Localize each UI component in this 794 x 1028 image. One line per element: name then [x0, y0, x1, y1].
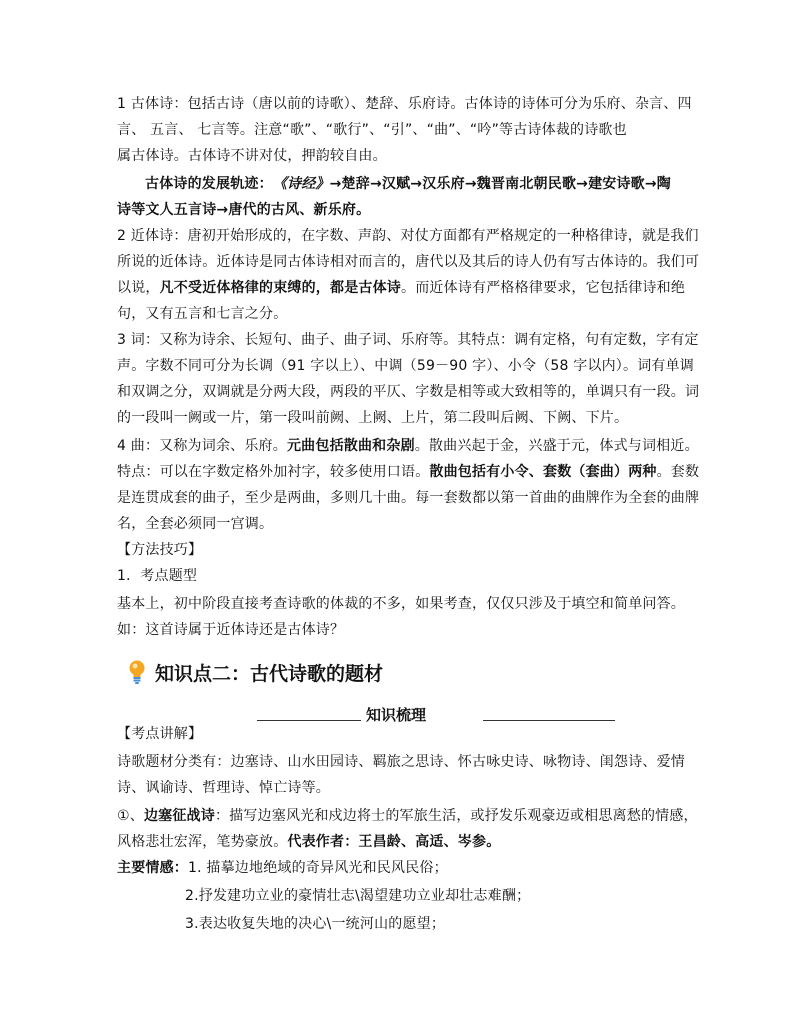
divider-left	[257, 720, 361, 721]
text-span: ：描写边塞风光和戍边将士的军旅生活，或抒发乐观豪迈或相思离愁的情感，	[214, 808, 698, 824]
emphasis-text: 散曲包括有小令、套数（套曲）两种	[429, 464, 657, 480]
paragraph-line: 基本上，初中阶段直接考查诗歌的体裁的不多，如果考查，仅仅只涉及于填空和简单问答。	[117, 596, 685, 612]
text-span: 。套数	[656, 464, 700, 480]
text-span: ①、	[117, 808, 144, 824]
paragraph-line: 声。字数不同可分为长调（91 字以上）、中调（59－90 字）、小令（58 字以内）。词有单调	[117, 358, 695, 374]
development-trajectory-cont: 诗等文人五言诗→唐代的古风、新乐府。	[117, 202, 371, 218]
paragraph-line: 所说的近体诗。近体诗是同古体诗相对而言的，唐代以及其后的诗人仍有写古体诗的。我们可	[117, 254, 700, 270]
paragraph-line	[117, 462, 699, 482]
emphasis-text: 边塞征战诗	[143, 808, 215, 824]
paragraph-line: 属古体诗。古体诗不讲对仗，押韵较自由。	[117, 148, 387, 164]
paragraph-line: 和双调之分，双调就是分两大段，两段的平仄、字数是相等或大致相等的，单调只有一段。词	[117, 384, 700, 400]
paragraph-line: 2 近体诗：唐初开始形成的，在字数、声韵、对仗方面都有严格规定的一种格律诗，就是我们	[117, 228, 699, 244]
trajectory-chain: →楚辞→汉赋→汉乐府→魏晋南北朝民歌→建安诗歌→陶	[329, 176, 672, 192]
paragraph-line: 是连贯成套的曲子，至少是两曲，多则几十曲。每一套数都以第一首曲的曲牌作为全套的曲牌	[117, 490, 700, 506]
paragraph-line	[117, 858, 448, 878]
paragraph-line: 3 词：又称为诗余、长短句、曲子、曲子词、乐府等。其特点：调有定格，句有定数，字有定	[117, 332, 699, 348]
subsection-label: 1．考点题型	[117, 568, 198, 584]
text-span: 。而近体诗有严格格律要求，它包括律诗和绝	[401, 280, 686, 296]
paragraph-line: 句，又有五言和七言之分。	[117, 306, 288, 322]
section-title: 知识点二：古代诗歌的题材	[155, 662, 384, 685]
text-span: 4 曲：又称为词余、乐府。	[117, 438, 287, 454]
list-item: 3.表达收复失地的决心\一统河山的愿望；	[185, 916, 446, 932]
method-heading: 【方法技巧】	[117, 542, 203, 558]
emphasis-text: 元曲包括散曲和杂剧	[286, 438, 415, 454]
paragraph-line	[117, 278, 685, 298]
paragraph-line: 的一段叫一阙或一片，第一段叫前阙、上阙、上片，第二段叫后阙、下阙、下片。	[117, 410, 629, 426]
text-span: 特点：可以在字数定格外加衬字，较多使用口语。	[117, 464, 430, 480]
emphasis-text: 主要情感：	[117, 860, 188, 876]
subheading: 知识梳理	[366, 706, 427, 724]
list-item: 2.抒发建功立业的豪情壮志\渴望建功立业却壮志难酬；	[185, 888, 531, 904]
emphasis-text: 代表作者：王昌龄、高适、岑参。	[287, 834, 501, 850]
paragraph-line: 名，全套必须同一宫调。	[117, 516, 274, 532]
paragraph-line	[117, 832, 500, 852]
exam-heading: 【考点讲解】	[117, 726, 203, 742]
paragraph-line: 诗歌题材分类有：边塞诗、山水田园诗、羁旅之思诗、怀古咏史诗、咏物诗、闺怨诗、爱情	[117, 754, 685, 770]
paragraph-line: 诗、讽谕诗、哲理诗、悼亡诗等。	[117, 780, 330, 796]
text-span: 1. 描摹边地绝域的奇异风光和民风民俗；	[188, 860, 448, 876]
text-span: 以说，	[117, 280, 160, 296]
shijing-title: 《诗经》	[272, 176, 330, 192]
development-trajectory-line	[145, 174, 671, 194]
paragraph-line: 1 古体诗：包括古诗（唐以前的诗歌）、楚辞、乐府诗。古体诗的诗体可分为乐府、杂言、四	[117, 96, 692, 112]
paragraph-line	[117, 436, 699, 456]
trajectory-label: 古体诗的发展轨迹：	[145, 176, 273, 192]
text-span: 风格悲壮宏浑，笔势豪放。	[117, 834, 288, 850]
paragraph-line: 如：这首诗属于近体诗还是古体诗？	[117, 622, 345, 638]
text-span: 。散曲兴起于金，兴盛于元，体式与词相近。	[414, 438, 699, 454]
divider-right	[483, 720, 615, 721]
lightbulb-icon	[127, 659, 147, 685]
paragraph-line	[117, 806, 698, 826]
section-heading	[127, 655, 383, 689]
emphasis-text: 凡不受近体格律的束缚的，都是古体诗	[159, 280, 402, 296]
paragraph-line: 言、 五言、 七言等。注意“歌”、“歌行”、“引”、“曲”、“吟”等古诗体裁的诗歌也	[117, 122, 627, 138]
